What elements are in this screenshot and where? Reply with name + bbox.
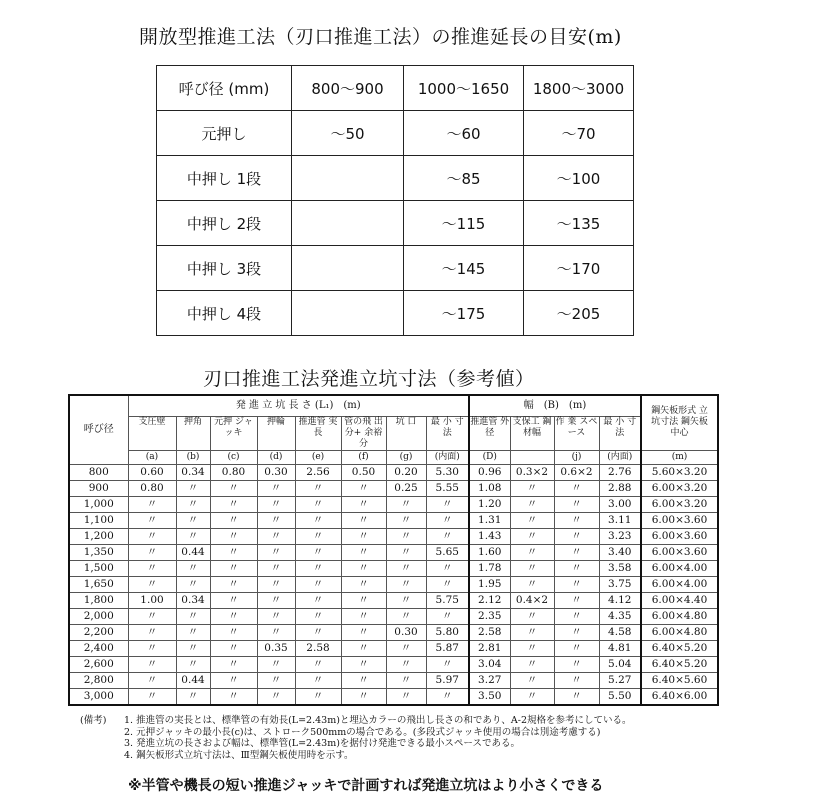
table2-cell: 〃 [210, 688, 257, 705]
table2-cell: 〃 [128, 608, 176, 624]
table2-cell: 〃 [128, 640, 176, 656]
table2-cell: 〃 [257, 656, 295, 672]
table2-cell: 〃 [510, 640, 554, 656]
table2-cell: 〃 [554, 480, 599, 496]
table2-cell: 6.00×3.20 [641, 480, 718, 496]
table2-cell: 〃 [210, 656, 257, 672]
table2-cell: 〃 [341, 528, 386, 544]
table2-cell: 0.30 [386, 624, 426, 640]
table2-cell: 3.27 [469, 672, 510, 688]
table2-cell: 〃 [295, 544, 341, 560]
table2-cell: 1.78 [469, 560, 510, 576]
table2-cell: 〃 [176, 656, 210, 672]
table2-cell: 〃 [341, 656, 386, 672]
table2-cell: 〃 [295, 512, 341, 528]
table2-cell: 〃 [554, 576, 599, 592]
table2-cell: 2.12 [469, 592, 510, 608]
column-header: 押角 [176, 416, 210, 450]
table2-cell: 〃 [554, 656, 599, 672]
table2-cell: 〃 [128, 544, 176, 560]
table2-row [69, 576, 718, 592]
table2-cell: 〃 [554, 608, 599, 624]
table2-cell: 3,000 [69, 688, 128, 705]
table2-cell: 〃 [176, 624, 210, 640]
table2-cell: 3.23 [599, 528, 641, 544]
table1-cell: 1000〜1650 [404, 66, 524, 111]
table2-cell: 〃 [341, 688, 386, 705]
column-header: 推進管 実 長 [295, 416, 341, 450]
table2-cell: 〃 [210, 624, 257, 640]
table1-title: 開放型推進工法（刃口推進工法）の推進延長の目安(m) [139, 26, 622, 48]
table2-cell: 6.00×4.00 [641, 560, 718, 576]
table2-cell: 1,200 [69, 528, 128, 544]
table2-cell: 〃 [341, 560, 386, 576]
table2-cell: 〃 [341, 576, 386, 592]
table2-cell: 〃 [510, 528, 554, 544]
remark-item: 2. 元押ジャッキの最小長(c)は、ストローク500mmの場合である。(多段式ジャッキ使用の場合は別途考慮する) [124, 726, 601, 738]
table1-cell: 〜170 [524, 246, 634, 291]
table2-cell: 〃 [426, 608, 469, 624]
table2-cell: 〃 [210, 528, 257, 544]
column-subheader: (c) [210, 450, 257, 464]
column-header: 支圧壁 [128, 416, 176, 450]
table1-row [157, 111, 634, 156]
table2-cell: 〃 [426, 560, 469, 576]
table2-cell: 6.00×4.80 [641, 624, 718, 640]
table2-cell: 〃 [386, 576, 426, 592]
table2-row [69, 640, 718, 656]
table2-cell: 〃 [128, 496, 176, 512]
table2-cell: 0.30 [257, 464, 295, 480]
table2-cell: 〃 [554, 528, 599, 544]
table1-cell: 中押し 1段 [157, 156, 292, 201]
table2-cell: 5.55 [426, 480, 469, 496]
remark-item: 4. 鋼矢板形式立坑寸法は、Ⅲ型鋼矢板使用時を示す。 [124, 749, 354, 761]
table2-row [69, 496, 718, 512]
table2-cell: 2.56 [295, 464, 341, 480]
table2-cell: 6.00×4.80 [641, 608, 718, 624]
table2-cell: 〃 [128, 672, 176, 688]
table2-cell: 0.60 [128, 464, 176, 480]
table2-cell: 〃 [176, 688, 210, 705]
table2-cell: 1.95 [469, 576, 510, 592]
table2-cell: 6.00×3.60 [641, 544, 718, 560]
column-header: 押輪 [257, 416, 295, 450]
table2-cell: 〃 [257, 560, 295, 576]
table2-row [69, 512, 718, 528]
table2-cell: 〃 [176, 576, 210, 592]
table2-cell: 〃 [386, 656, 426, 672]
table2-cell: 〃 [554, 560, 599, 576]
table2-cell: 5.60×3.20 [641, 464, 718, 480]
table1-cell: 〜145 [404, 246, 524, 291]
table2-row [69, 592, 718, 608]
table2-cell: 1,000 [69, 496, 128, 512]
table2-cell: 〃 [176, 560, 210, 576]
column-subheader: (b) [176, 450, 210, 464]
table2-row [69, 544, 718, 560]
table2-cell: 〃 [341, 544, 386, 560]
table1-row [157, 201, 634, 246]
table2-cell: 0.4×2 [510, 592, 554, 608]
table2-cell: 〃 [386, 512, 426, 528]
column-header: 坑 口 [386, 416, 426, 450]
column-subheader: (g) [386, 450, 426, 464]
table2-cell: 0.34 [176, 592, 210, 608]
table2-cell: 〃 [257, 608, 295, 624]
table2-cell: 〃 [295, 608, 341, 624]
table1-cell: 800〜900 [292, 66, 404, 111]
table2-cell: 〃 [386, 592, 426, 608]
table2-cell: 6.00×4.00 [641, 576, 718, 592]
table2-cell: 〃 [295, 656, 341, 672]
table1-cell [292, 246, 404, 291]
column-header: 最 小 寸 法 [426, 416, 469, 450]
table2-cell: 1,800 [69, 592, 128, 608]
table1-cell: 中押し 2段 [157, 201, 292, 246]
table2-cell: 6.00×3.20 [641, 496, 718, 512]
table2-cell: 〃 [295, 528, 341, 544]
table2-cell: 〃 [386, 688, 426, 705]
table2-cell: 0.34 [176, 464, 210, 480]
shaft-dimension-table [68, 394, 719, 706]
table2-cell: 〃 [386, 672, 426, 688]
table2-cell: 〃 [426, 688, 469, 705]
table2-cell: 〃 [295, 688, 341, 705]
table2-cell: 6.40×5.20 [641, 656, 718, 672]
remark-item: 1. 推進管の実長とは、標準管の有効長(L=2.43m)と埋込カラーの飛出し長さの和であり、A-2規格を参考にしている。 [124, 715, 632, 726]
column-subheader: (内面) [426, 450, 469, 464]
table2-cell: 〃 [554, 496, 599, 512]
table2-cell: 〃 [210, 608, 257, 624]
table2-cell: 〃 [295, 624, 341, 640]
table2-cell: 〃 [210, 544, 257, 560]
table1-cell: 中押し 3段 [157, 246, 292, 291]
table2-cell: 〃 [386, 560, 426, 576]
table2-cell: 6.00×3.60 [641, 512, 718, 528]
table1-cell: 〜60 [404, 111, 524, 156]
table2-cell: 〃 [128, 688, 176, 705]
table2-cell: 〃 [386, 640, 426, 656]
table2-cell: 〃 [257, 544, 295, 560]
table1-cell: 元押し [157, 111, 292, 156]
table2-cell: 〃 [386, 544, 426, 560]
table1-cell: 呼び径 (mm) [157, 66, 292, 111]
table2-row [69, 624, 718, 640]
header-width-group: 幅 (B) (m) [469, 395, 641, 416]
table2-cell: 0.20 [386, 464, 426, 480]
table2-cell: 〃 [176, 608, 210, 624]
table2-cell: 3.00 [599, 496, 641, 512]
steel-unit: (m) [641, 450, 718, 464]
table2-cell: 〃 [257, 688, 295, 705]
table2-cell: 4.35 [599, 608, 641, 624]
table2-cell: 2.58 [295, 640, 341, 656]
table2-cell: 〃 [257, 512, 295, 528]
table1-cell [292, 291, 404, 336]
table2-cell: 5.30 [426, 464, 469, 480]
table2-cell: 〃 [257, 528, 295, 544]
table2-cell: 1.43 [469, 528, 510, 544]
table2-cell: 〃 [510, 656, 554, 672]
table2-cell: 〃 [210, 480, 257, 496]
table2-cell: 〃 [510, 672, 554, 688]
table2-cell: 4.81 [599, 640, 641, 656]
table2-cell: 〃 [128, 576, 176, 592]
table2-cell: 〃 [128, 528, 176, 544]
table2-cell: 〃 [510, 560, 554, 576]
table2-cell: 〃 [295, 496, 341, 512]
table2-cell: 2,000 [69, 608, 128, 624]
table2-cell: 0.44 [176, 672, 210, 688]
table1-cell [292, 201, 404, 246]
table2-cell: 1.31 [469, 512, 510, 528]
table2-cell: 〃 [210, 512, 257, 528]
table1-cell: 〜100 [524, 156, 634, 201]
table2-cell: 〃 [386, 528, 426, 544]
table2-row [69, 560, 718, 576]
table2-cell: 〃 [128, 560, 176, 576]
table2-cell: 6.40×5.60 [641, 672, 718, 688]
table2-cell: 〃 [510, 624, 554, 640]
table2-cell: 〃 [510, 608, 554, 624]
table1-cell: 〜70 [524, 111, 634, 156]
table2-cell: 3.04 [469, 656, 510, 672]
table2-cell: 5.80 [426, 624, 469, 640]
table1-cell [292, 156, 404, 201]
table2-cell: 1.20 [469, 496, 510, 512]
table2-cell: 900 [69, 480, 128, 496]
table1-cell: 〜135 [524, 201, 634, 246]
table2-cell: 〃 [257, 624, 295, 640]
column-subheader [510, 450, 554, 464]
table2-cell: 0.6×2 [554, 464, 599, 480]
table2-cell: 〃 [386, 608, 426, 624]
table2-cell: 〃 [426, 512, 469, 528]
table2-cell: 0.35 [257, 640, 295, 656]
table2-cell: 3.50 [469, 688, 510, 705]
header-steel-sheet: 鋼矢板形式 立坑寸法 鋼矢板中心 [641, 395, 718, 450]
table2-cell: 〃 [257, 672, 295, 688]
table2-cell: 〃 [176, 640, 210, 656]
table2-cell: 〃 [510, 544, 554, 560]
table2-cell: 〃 [554, 688, 599, 705]
table2-cell: 1.60 [469, 544, 510, 560]
table2-cell: 2.35 [469, 608, 510, 624]
table2-cell: 〃 [341, 672, 386, 688]
header-length-group: 発 進 立 坑 長 さ (L₁) (m) [128, 395, 469, 416]
table2-cell: 4.12 [599, 592, 641, 608]
table2-cell: 0.80 [210, 464, 257, 480]
table2-cell: 〃 [176, 528, 210, 544]
table2-cell: 0.44 [176, 544, 210, 560]
table2-cell: 〃 [210, 496, 257, 512]
table2-cell: 〃 [295, 672, 341, 688]
column-subheader: (e) [295, 450, 341, 464]
column-subheader: (a) [128, 450, 176, 464]
table2-cell: 〃 [210, 560, 257, 576]
column-header: 支保工 鋼材幅 [510, 416, 554, 450]
table2-cell: 0.50 [341, 464, 386, 480]
column-header: 管の飛 出分+ 余裕分 [341, 416, 386, 450]
table2-cell: 6.00×3.60 [641, 528, 718, 544]
table2-cell: 5.97 [426, 672, 469, 688]
table2-cell: 1,500 [69, 560, 128, 576]
table2-cell: 〃 [257, 496, 295, 512]
table2-cell: 0.25 [386, 480, 426, 496]
table2-row [69, 464, 718, 480]
table2-cell: 〃 [341, 496, 386, 512]
table2-cell: 2,600 [69, 656, 128, 672]
column-subheader: (内面) [599, 450, 641, 464]
table2-cell: 〃 [341, 512, 386, 528]
table1-cell: 〜50 [292, 111, 404, 156]
column-subheader: (d) [257, 450, 295, 464]
table2-cell: 〃 [341, 480, 386, 496]
table2-cell: 6.40×5.20 [641, 640, 718, 656]
header-diameter: 呼び径 [69, 395, 128, 464]
table2-cell: 〃 [341, 624, 386, 640]
table1-cell: 〜85 [404, 156, 524, 201]
table2-cell: 〃 [510, 688, 554, 705]
table2-cell: 5.04 [599, 656, 641, 672]
table2-cell: 〃 [386, 496, 426, 512]
table2-cell: 〃 [426, 656, 469, 672]
table1-row [157, 156, 634, 201]
table2-cell: 〃 [176, 512, 210, 528]
table2-cell: 〃 [257, 592, 295, 608]
table2-cell: 3.58 [599, 560, 641, 576]
table2-cell: 〃 [554, 624, 599, 640]
table2-cell: 4.58 [599, 624, 641, 640]
table2-cell: 2,400 [69, 640, 128, 656]
table2-cell: 〃 [210, 672, 257, 688]
propulsion-length-table [156, 65, 634, 336]
table2-cell: 〃 [341, 592, 386, 608]
table2-cell: 1.00 [128, 592, 176, 608]
column-header: 推進管 外 径 [469, 416, 510, 450]
table2-cell: 0.80 [128, 480, 176, 496]
table2-cell: 3.11 [599, 512, 641, 528]
column-header: 作 業 スペース [554, 416, 599, 450]
table2-cell: 6.40×6.00 [641, 688, 718, 705]
table2-row [69, 656, 718, 672]
table1-cell: 〜115 [404, 201, 524, 246]
table2-cell: 800 [69, 464, 128, 480]
table2-cell: 1,350 [69, 544, 128, 560]
table2-cell: 2.76 [599, 464, 641, 480]
column-subheader: (j) [554, 450, 599, 464]
table2-cell: 5.65 [426, 544, 469, 560]
table2-cell: 〃 [257, 576, 295, 592]
remark-item: 3. 発進立坑の長さおよび幅は、標準管(L=2.43m)を据付け発進できる最小スペースである。 [124, 738, 520, 750]
table2-title: 刃口推進工法発進立坑寸法（参考値） [203, 368, 535, 390]
table2-cell: 5.50 [599, 688, 641, 705]
table2-row [69, 688, 718, 705]
table2-cell: 〃 [176, 496, 210, 512]
table2-cell: 〃 [426, 576, 469, 592]
table2-cell: 〃 [510, 480, 554, 496]
table2-cell: 〃 [510, 496, 554, 512]
table2-cell: 3.40 [599, 544, 641, 560]
column-header: 元押 ジャッキ [210, 416, 257, 450]
footer-note: ※半管や機長の短い推進ジャッキで計画すれば発進立坑はより小さくできる [128, 778, 604, 794]
table2-cell: 1,100 [69, 512, 128, 528]
table2-cell: 2.81 [469, 640, 510, 656]
table2-row [69, 528, 718, 544]
table2-row [69, 672, 718, 688]
table2-cell: 〃 [426, 496, 469, 512]
table1-cell: 〜175 [404, 291, 524, 336]
table2-cell: 〃 [176, 480, 210, 496]
table1-cell: 中押し 4段 [157, 291, 292, 336]
table2-cell: 〃 [554, 672, 599, 688]
column-subheader: (f) [341, 450, 386, 464]
table2-cell: 〃 [295, 480, 341, 496]
table2-cell: 〃 [210, 592, 257, 608]
table2-cell: 〃 [295, 560, 341, 576]
column-subheader: (D) [469, 450, 510, 464]
table2-cell: 〃 [257, 480, 295, 496]
table2-cell: 〃 [128, 512, 176, 528]
table2-cell: 2.88 [599, 480, 641, 496]
table2-cell: 〃 [426, 528, 469, 544]
table2-cell: 〃 [554, 592, 599, 608]
table2-cell: 3.75 [599, 576, 641, 592]
table1-row [157, 291, 634, 336]
table2-cell: 〃 [295, 592, 341, 608]
table2-cell: 0.3×2 [510, 464, 554, 480]
table1-header-row [157, 66, 634, 111]
table1-cell: 1800〜3000 [524, 66, 634, 111]
table1-cell: 〜205 [524, 291, 634, 336]
table2-cell: 〃 [510, 512, 554, 528]
table2-cell: 1.08 [469, 480, 510, 496]
table2-row [69, 608, 718, 624]
table2-cell: 〃 [128, 656, 176, 672]
remarks-label: (備考) [80, 715, 107, 726]
table2-cell: 〃 [554, 544, 599, 560]
table2-cell: 〃 [128, 624, 176, 640]
table2-cell: 0.96 [469, 464, 510, 480]
table2-cell: 〃 [341, 608, 386, 624]
column-header: 最 小 寸 法 [599, 416, 641, 450]
table2-cell: 〃 [210, 576, 257, 592]
table2-cell: 2,800 [69, 672, 128, 688]
table2-cell: 2.58 [469, 624, 510, 640]
table2-cell: 5.27 [599, 672, 641, 688]
table2-cell: 5.87 [426, 640, 469, 656]
table2-cell: 〃 [341, 640, 386, 656]
table2-cell: 2,200 [69, 624, 128, 640]
table2-cell: 〃 [554, 512, 599, 528]
table2-row [69, 480, 718, 496]
table2-cell: 5.75 [426, 592, 469, 608]
table2-cell: 〃 [510, 576, 554, 592]
table2-cell: 6.00×4.40 [641, 592, 718, 608]
table2-cell: 〃 [210, 640, 257, 656]
table2-cell: 1,650 [69, 576, 128, 592]
table2-cell: 〃 [295, 576, 341, 592]
table2-cell: 〃 [554, 640, 599, 656]
table1-row [157, 246, 634, 291]
